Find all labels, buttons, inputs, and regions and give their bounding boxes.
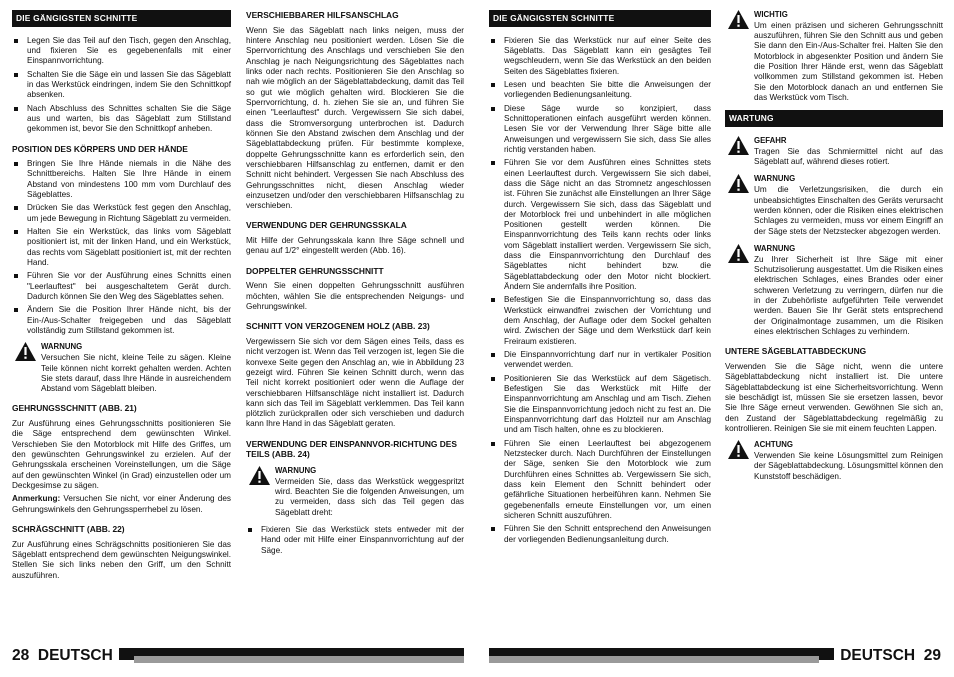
warning-title: WARNUNG xyxy=(754,243,796,253)
paragraph-skala: Mit Hilfe der Gehrungsskala kann Ihre Säge schnell und genau auf 1/2° eingestellt werden (Abb. 16). xyxy=(246,236,464,256)
paragraph-anschlag: Wenn Sie das Sägeblatt nach links neigen, muss der hintere Anschlag neu positioniert werden. Lösen Sie die Sperrvorrichtung des Anschlags und verschieben Sie den Anschlag je nach Neigungsrichtung des Sägeblattes nach links oder nach rechts. Positionieren Sie den Anschlag so nah wie möglich an der Sägeblattabdeckung, damit das Teil so gut wie möglich gehalten wird. Blockieren Sie die Sperrvorrichtung, d. h. ziehen Sie sie an, und führen Sie einen "Leerlauftest" durch. Vergewissern Sie sich dabei, dass die Stromversorgung unterbrochen ist. Dadurch können Sie den Abstand zwischen dem Anschlag und der Sägeblattabdeckung prüfen. Für bestimmte komplexe, doppelte Gehrungsschnitte kann es erforderlich sein, den verschiebbaren Hilfsanschlag zu entfernen, damit er den Schnitt nicht behindert. Vergessen Sie nach Abschluss des Gehrungsschnittes nicht, diesen Anschlag wieder einzusetzen und/oder den verschiebbaren Hilfsanschlag zu verschieben. xyxy=(246,25,464,211)
warning-icon xyxy=(728,136,749,155)
page-language: DEUTSCH xyxy=(37,647,113,664)
column-3 xyxy=(489,10,711,548)
list-item: Legen Sie das Teil auf den Tisch, gegen den Anschlag, und fixieren Sie es gegebenenfalls mit einer Einspannvorrichtung. xyxy=(12,36,231,67)
warning-text: Um die Verletzungsrisiken, die durch ein unbeabsichtigtes Einschalten des Geräts verursacht werden können, oder die Risiken eines elektrischen Schlages zu vermeiden, muss vor einem Eingriff an der Säge stets der Netzstecker abgezogen werden. xyxy=(754,185,943,236)
list-item: Schalten Sie die Säge ein und lassen Sie das Sägeblatt in das Werkstück eindringen, indem Sie den Schnittkopf absenken. xyxy=(12,70,231,101)
list-item: Befestigen Sie die Einspannvorrichtung so, dass das Werkstück einwandfrei zwischen der Vorrichtung und dem Anschlag, der Auflage oder dem Sockel gehalten wird. Zwischen der Säge und dem Werkstück darf kein Freiraum existieren. xyxy=(489,295,711,347)
warning-icon xyxy=(728,440,749,459)
section-bar-schnitte: DIE GÄNGIGSTEN SCHNITTE xyxy=(489,10,711,27)
paragraph-doppelt: Wenn Sie einen doppelten Gehrungsschnitt ausführen möchten, wählen Sie die entsprechenden Neigungs- und Gehrungswinkel. xyxy=(246,281,464,311)
page-label-left xyxy=(12,646,119,666)
list-item: Lesen und beachten Sie bitte die Anweisungen der vorliegenden Bedienungsanleitung. xyxy=(489,80,711,101)
heading-doppelt: DOPPELTER GEHRUNGSSCHNITT xyxy=(246,265,384,276)
list-item: Ändern Sie die Position Ihrer Hände nicht, bis der Ein-/Aus-Schalter freigegeben und das Sägeblatt vollständig zum Stillstand gekommen ist. xyxy=(12,305,231,336)
warning-title: WARNUNG xyxy=(41,342,83,352)
list-item: Halten Sie ein Werkstück, das links vom Sägeblatt positioniert ist, mit der linken Hand, und ein Werkstück, das rechts vom Sägeblatt positioniert ist, mit der rechten Hand. xyxy=(12,227,231,268)
list-einspann xyxy=(246,525,464,556)
list-schnitte-2 xyxy=(489,36,711,545)
list-item: Führen Sie einen Leerlauftest bei abgezogenem Netzstecker durch. Nach Durchführen der Einstellungen der Säge, senken Sie den Motorblock wie zum Durchführen eines Schnittes ab. Vergewissern Sie sich, dass kein Element den Schnitt behindert oder gefährliche Situationen herbeiführen kann. Nehmen Sie gegebenenfalls erneute Einstellungen vor, um einen sicheren Schnitt auszuführen. xyxy=(489,439,711,522)
list-item: Nach Abschluss des Schnittes schalten Sie die Säge aus und warten, bis das Sägeblatt zum Stillstand gekommen ist, bevor Sie den Schnittkopf anheben. xyxy=(12,104,231,135)
list-item: Fixieren Sie das Werkstück stets entweder mit der Hand oder mit Hilfe einer Einspannvorrichtung auf der Säge. xyxy=(246,525,464,556)
list-item: Führen Sie den Schnitt entsprechend den Anweisungen der vorliegenden Bedienungsanleitung durch. xyxy=(489,524,711,545)
warning-text: Vermeiden Sie, dass das Werkstück weggespritzt wird. Beachten Sie die folgenden Anweisungen, um zu vermeiden, dass sich das Teil gegen das Sägeblatt dreht: xyxy=(275,476,464,517)
list-position xyxy=(12,159,231,336)
paragraph-gehrung: Zur Ausführung eines Gehrungsschnitts positionieren Sie die Säge entsprechend dem gewünschten Winkel. Verschieben Sie den Motorblock mit Hilfe des Griffes, um den gewünschten Gehrungswinkel zu erzielen. Auf der Gehrungsskala erscheinen Voreinstellungen, um die Säge auf den gewünschten Winkel (in Grad) einzustellen oder um Deckgesimse zu sägen. xyxy=(12,419,231,491)
list-item: Führen Sie vor dem Ausführen eines Schnittes stets einen Leerlauftest durch. Vergewissern Sie sich dabei, dass die Säge nicht an das Stromnetz angeschlossen ist. Führen Sie zunächst alle Einstellungen an Ihrer Säge durch. Vergewissern Sie sich, dass das Sägeblatt und der Motorblock frei und unbehindert in alle möglichen Positionen gestellt werden können. Die Einspannvorrichtung des Teils kann rechts oder links vom Sägeblatt installiert werden. Vergewissern Sie sich, dass die Einspannvorrichtung den Durchlauf des Sägeblattes nicht behindert bzw. die Sägeblattabdeckung oder den Motor nicht blockiert. Ändern Sie andernfalls ihre Position. xyxy=(489,158,711,292)
column-2 xyxy=(246,10,464,559)
footer-left xyxy=(12,648,464,663)
warning-block xyxy=(246,466,464,518)
list-item: Führen Sie vor der Ausführung eines Schnitts einen "Leerlauftest" bei ausgeschaltetem Gerät durch. Dadurch können Sie den Weg des Sägeblattes sehen. xyxy=(12,271,231,302)
warning-title: WICHTIG xyxy=(754,10,788,19)
column-4 xyxy=(725,10,943,489)
list-item: Diese Säge wurde so konzipiert, dass Schnittoperationen einfach ausgeführt werden können. Lesen Sie vor der Verwendung Ihrer Säge bitte alle Anweisungen und vergewissern Sie sich, dass Sie alles richtig verstanden haben. xyxy=(489,104,711,156)
danger-block xyxy=(725,136,943,167)
list-item: Fixieren Sie das Werkstück nur auf einer Seite des Sägeblatts. Das Sägeblatt kann ein gesägtes Teil wegschleudern, wenn Sie das Werkstück an den beiden Seiten des Sägeblattes fixieren. xyxy=(489,36,711,77)
section-bar-schnitte: DIE GÄNGIGSTEN SCHNITTE xyxy=(12,10,231,27)
paragraph-schraeg: Zur Ausführung eines Schrägschnitts positionieren Sie das Sägeblatt entsprechend dem gewünschten Neigungswinkel. Stellen Sie sich links neben den Griff, um den Schnitt auszuführen. xyxy=(12,539,231,580)
heading-holz: SCHNITT VON VERZOGENEM HOLZ (ABB. 23) xyxy=(246,321,430,332)
warning-block xyxy=(725,174,943,236)
page-language: DEUTSCH xyxy=(840,647,916,664)
list-item: Bringen Sie Ihre Hände niemals in die Nähe des Schnittbereichs. Halten Sie Ihre Hände in einem Abstand von mindestens 100 mm vom Durchlauf des Sägeblattes. xyxy=(12,159,231,200)
warning-text: Verwenden Sie keine Lösungsmittel zum Reinigen der Sägeblattabdeckung. Lösungsmittel können den Kunststoff beschädigen. xyxy=(754,451,943,481)
heading-anschlag: VERSCHIEBBARER HILFSANSCHLAG xyxy=(246,10,399,20)
paragraph-abdeckung: Verwenden Sie die Säge nicht, wenn die untere Sägeblattabdeckung nicht installiert ist. Die untere Sägeblattabdeckung ist eine Sicherheitsvorrichtung. Wenn sie beschädigt ist, müssen Sie sie ersetzen lassen, bevor Sie Ihre Säge erneut verwenden. Gewöhnen Sie sich an, den Zustand der Sägeblattabdeckung regelmäßig zu kontrollieren. Reinigen Sie sie mit einem feuchten Lappen. xyxy=(725,361,943,433)
column-1 xyxy=(12,10,231,584)
footer-right xyxy=(489,648,941,663)
heading-position: POSITION DES KÖRPERS UND DER HÄNDE xyxy=(12,143,188,154)
heading-gehrung: GEHRUNGSSCHNITT (ABB. 21) xyxy=(12,403,137,414)
list-item: Drücken Sie das Werkstück fest gegen den Anschlag, um jede Bewegung in Richtung Sägeblatt zu vermeiden. xyxy=(12,203,231,224)
warning-text: Versuchen Sie nicht, kleine Teile zu sägen. Kleine Teile können nicht korrekt gehalten werden. Achten Sie stets darauf, dass Ihre Hände in ausreichendem Abstand vom Sägeblatt bleiben. xyxy=(41,353,231,394)
note xyxy=(12,494,231,515)
warning-block xyxy=(12,342,231,394)
page-number: 28 xyxy=(12,647,30,664)
section-bar-wartung: WARTUNG xyxy=(725,110,943,127)
warning-icon xyxy=(728,244,749,263)
footer-bar-accent xyxy=(134,656,464,663)
paragraph-holz: Vergewissern Sie sich vor dem Sägen eines Teils, dass es nicht verzogen ist. Wenn das Teil verzogen ist, legen Sie die konvexe Seite gegen den Anschlag an, wie in Abbildung 23 gezeigt wird. Führen Sie keinen Schnitt durch, wenn das Teil nicht korrekt positioniert oder wenn die Auflage der verschiebbaren Hilfsanschläge nicht installiert ist. Dadurch kann sich das Teil im Sägeblatt verklemmen. Das Teil kann plötzlich zurückprallen oder sich verschieben und dadurch kann Ihre Hand in das Sägeblatt geraten. xyxy=(246,336,464,429)
heading-einspann: VERWENDUNG DER EINSPANNVOR-RICHTUNG DES TEILS (ABB. 24) xyxy=(246,438,457,460)
warning-text: Zu Ihrer Sicherheit ist Ihre Säge mit einer Schutzisolierung ausgestattet. Um die Risiken eines elektrischen Schlages, eines Brandes oder einer schweren Verletzung zu verringern, dürfen nur die in der Zubehörliste aufgeführten Teile verwendet werden. Bauen Sie Ihr Gerät stets entsprechend der Originalmontage zusammen, um die Risiken eines elektrischen Schlages zu verhindern. xyxy=(754,254,943,337)
warning-block xyxy=(725,244,943,337)
heading-skala: VERWENDUNG DER GEHRUNGSSKALA xyxy=(246,220,407,231)
warning-icon xyxy=(15,342,36,361)
warning-icon xyxy=(728,174,749,193)
list-item: Die Einspannvorrichtung darf nur in vertikaler Position verwendet werden. xyxy=(489,350,711,371)
note-text: Versuchen Sie nicht, vor einer Änderung des Gehrungswinkels den Gehrungssperrhebel zu lösen. xyxy=(12,494,231,514)
note-label: Anmerkung: xyxy=(12,494,61,504)
footer-bar-accent xyxy=(489,656,819,663)
warning-title: WARNUNG xyxy=(754,174,796,184)
heading-abdeckung: UNTERE SÄGEBLATTABDECKUNG xyxy=(725,346,867,357)
important-block xyxy=(725,10,943,103)
warning-text: Um einen präzisen und sicheren Gehrungsschnitt auszuführen, führen Sie den Schnitt aus und geben Sie dann den Ein-/Aus-Schalter frei. Halten Sie den Motorblock in abgesenkter Position und ändern Sie die Position Ihrer Hände erst, wenn das Sägeblatt vollkommen zum Stillstand gekommen ist. Heben Sie den Motorblock danach an und entfernen Sie das Werkstück vom Tisch. xyxy=(754,20,943,103)
page-label-right xyxy=(834,646,941,666)
heading-schraeg: SCHRÄGSCHNITT (ABB. 22) xyxy=(12,524,125,535)
page-number: 29 xyxy=(923,647,941,664)
warning-icon xyxy=(728,10,749,29)
warning-icon xyxy=(249,466,270,485)
list-item: Positionieren Sie das Werkstück auf dem Sägetisch. Befestigen Sie das Werkstück mit Hilfe der Einspannvorrichtung am Anschlag und am Tisch. Ziehen Sie die Einspannvorrichtung jedoch nicht zu fest an. Die Einspannvorrichtung darf das Holzteil nur am Anschlag und am Tisch halten, ohne es zu blockieren. xyxy=(489,374,711,436)
warning-text: Tragen Sie das Schmiermittel nicht auf das Sägeblatt auf, während dieses rotiert. xyxy=(754,146,943,167)
warning-title: GEFAHR xyxy=(754,136,787,146)
caution-block xyxy=(725,440,943,482)
warning-title: WARNUNG xyxy=(275,465,317,475)
warning-title: ACHTUNG xyxy=(754,440,793,450)
list-schnitte xyxy=(12,36,231,135)
